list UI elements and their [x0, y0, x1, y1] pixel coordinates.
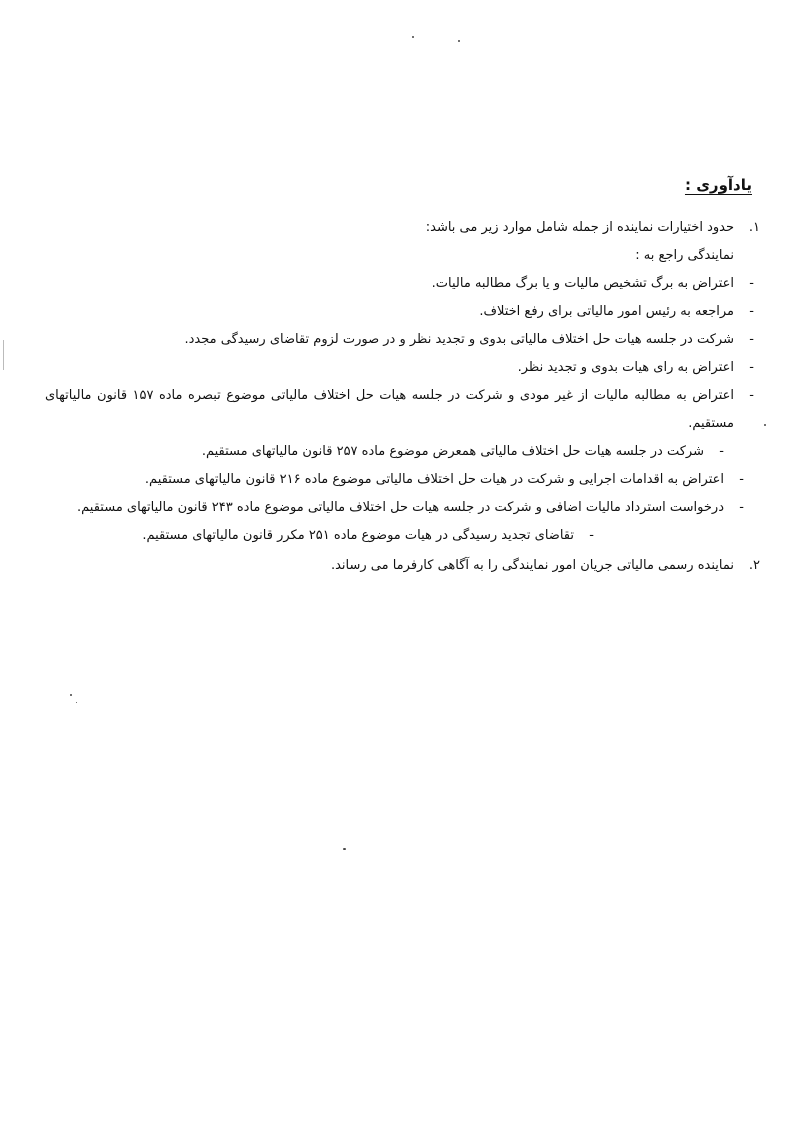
bullet-text: شرکت در جلسه هیات حل اختلاف مالیاتی همعرض موضوع ماده ۲۵۷ قانون مالیاتهای مستقیم. — [201, 444, 704, 459]
reminder-content — [45, 214, 760, 580]
reminder-heading: یادآوری : — [684, 176, 752, 194]
bullet-text: مراجعه به رئیس امور مالیاتی برای رفع اختلاف. — [479, 304, 734, 319]
bullet-text: شرکت در جلسه هیات حل اختلاف مالیاتی بدوی و تجدید نظر و در صورت لزوم تقاضای رسیدگی مجدد. — [184, 332, 734, 347]
scan-speck — [343, 848, 346, 850]
bullet-text: تقاضای تجدید رسیدگی در هیات موضوع ماده ۲۵۱ مکرر قانون مالیاتهای مستقیم. — [142, 528, 574, 543]
bullet-text: درخواست استرداد مالیات اضافی و شرکت در جلسه هیات حل اختلاف مالیاتی موضوع ماده ۲۴۳ قانون مالیاتهای مستقیم. — [77, 500, 724, 515]
scan-speck — [76, 702, 77, 703]
item-number: ۱. — [748, 220, 760, 235]
bullet-dash: - — [719, 444, 724, 459]
scan-speck — [764, 424, 766, 426]
bullet-dash: - — [749, 332, 754, 347]
bullet-dash: - — [589, 528, 594, 543]
bullet-dash: - — [749, 388, 754, 403]
bullet-item — [45, 326, 760, 354]
scan-speck — [458, 40, 460, 42]
scan-speck — [412, 36, 414, 38]
scan-speck — [70, 694, 72, 696]
bullet-text: اعتراض به اقدامات اجرایی و شرکت در هیات حل اختلاف مالیاتی موضوع ماده ۲۱۶ قانون مالیاتهای مستقیم. — [144, 472, 724, 487]
bullet-item — [45, 298, 760, 326]
bullet-item — [45, 270, 760, 298]
bullet-item — [45, 354, 760, 382]
bullet-text: اعتراض به مطالبه مالیات از غیر مودی و شرکت در جلسه هیات حل اختلاف مالیاتی موضوع تبصره ماده ۱۵۷ قانون مالیاتهای مستقیم. — [45, 388, 734, 431]
bullet-dash: - — [739, 500, 744, 515]
bullet-item — [45, 494, 750, 522]
bullet-text: اعتراض به برگ تشخیص مالیات و یا برگ مطالبه مالیات. — [431, 276, 734, 291]
item-text: نماینده رسمی مالیاتی جریان امور نمایندگی را به آگاهی کارفرما می رساند. — [330, 558, 734, 573]
bullet-text: اعتراض به رای هیات بدوی و تجدید نظر. — [517, 360, 734, 375]
bullet-dash: - — [749, 304, 754, 319]
bullet-item — [45, 438, 730, 466]
list-item-1 — [45, 214, 760, 242]
bullet-item — [45, 382, 760, 438]
scan-edge-mark — [3, 340, 4, 370]
bullet-dash: - — [739, 472, 744, 487]
bullet-dash: - — [749, 276, 754, 291]
item-text: حدود اختیارات نماینده از جمله شامل موارد زیر می باشد: — [425, 220, 734, 235]
bullet-dash: - — [749, 360, 754, 375]
bullet-item — [45, 466, 750, 494]
bullet-item — [45, 522, 600, 550]
item-number: ۲. — [748, 558, 760, 573]
list-item-2 — [45, 552, 760, 580]
representation-subheading: نمایندگی راجع به : — [635, 248, 734, 263]
